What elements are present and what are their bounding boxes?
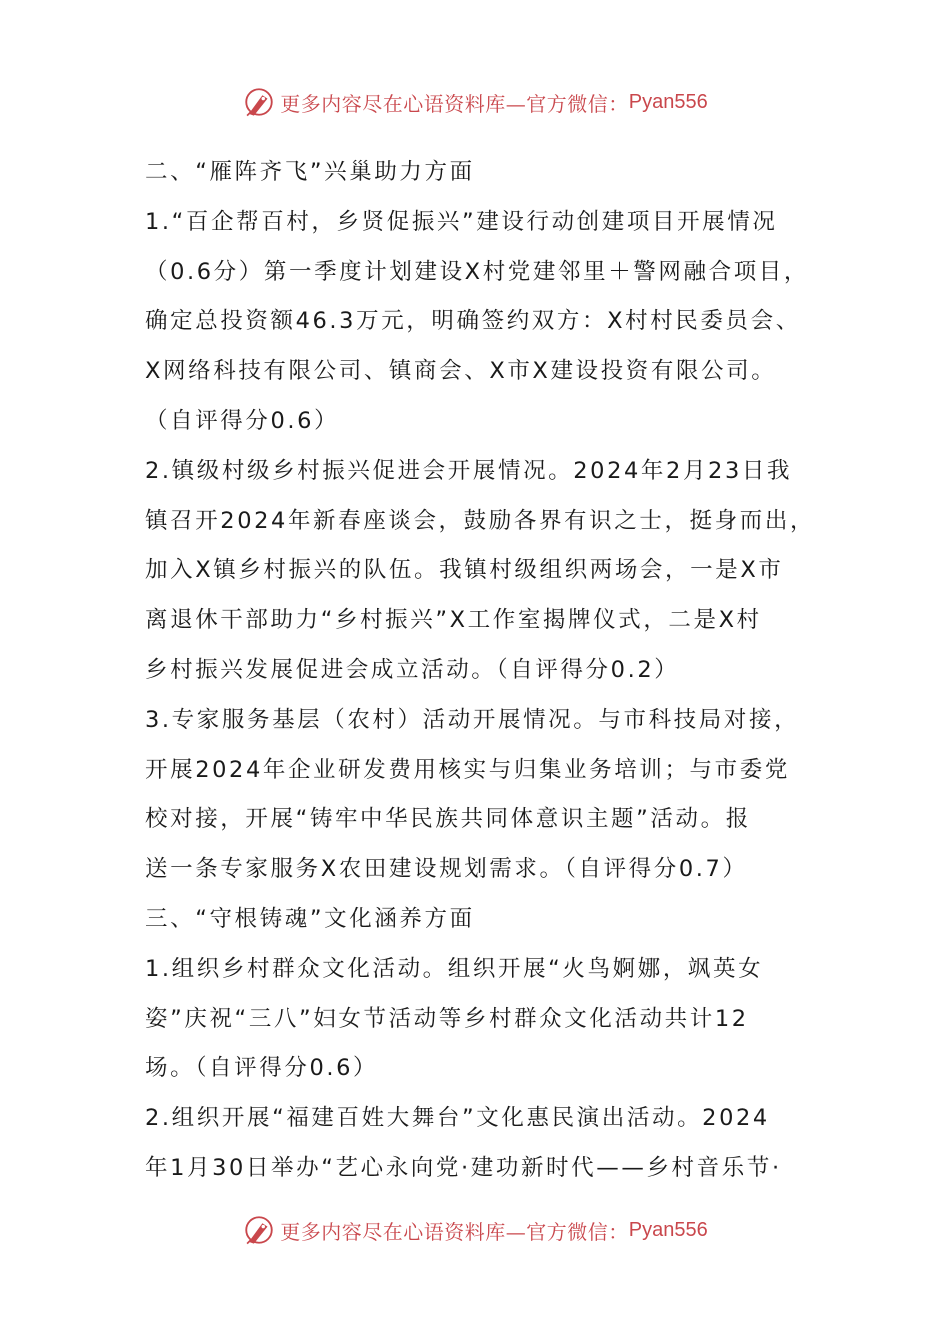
banner-contact: Pyan556 (628, 1218, 708, 1241)
paragraph-line: 离退休干部助力“乡村振兴”X工作室揭牌仪式，二是X村 (145, 607, 762, 634)
paragraph-line: 确定总投资额46.3万元，明确签约双方：X村村民委员会、 (145, 308, 801, 335)
paragraph-line: 校对接，开展“铸牢中华民族共同体意识主题”活动。报 (145, 806, 751, 833)
paragraph-line: 年1月30日举办“艺心永向党·建功新时代——乡村音乐节· (145, 1154, 782, 1181)
banner-text: 更多内容尽在心语资料库—官方微信： (280, 91, 629, 116)
banner-contact: Pyan556 (628, 90, 708, 113)
paragraph-line: 2.镇级村级乡村振兴促进会开展情况。2024年2月23日我 (145, 457, 793, 484)
paragraph-line: 场。（自评得分0.6） (145, 1055, 379, 1082)
pen-nib-logo-icon (242, 1213, 276, 1247)
section-heading: 二、“雁阵齐飞”兴巢助力方面 (145, 159, 475, 185)
banner-text: 更多内容尽在心语资料库—官方微信： (280, 1219, 629, 1244)
paragraph-line: 3.专家服务基层（农村）活动开展情况。与市科技局对接， (145, 706, 800, 733)
paragraph-line: （自评得分0.6） (145, 407, 340, 434)
paragraph-line: 1.“百企帮百村，乡贤促振兴”建设行动创建项目开展情况 (145, 208, 778, 235)
paragraph-line: 送一条专家服务X农田建设规划需求。（自评得分0.7） (145, 856, 748, 883)
pen-nib-logo-icon (242, 85, 276, 119)
paragraph-line: X网络科技有限公司、镇商会、X市X建设投资有限公司。 (145, 358, 777, 385)
paragraph-line: 乡村振兴发展促进会成立活动。（自评得分0.2） (145, 656, 680, 683)
section-heading: 三、“守根铸魂”文化涵养方面 (145, 905, 475, 932)
paragraph-line: 姿”庆祝“三八”妇女节活动等乡村群众文化活动共计12 (145, 1005, 749, 1032)
paragraph-line: 2.组织开展“福建百姓大舞台”文化惠民演出活动。2024 (145, 1105, 770, 1132)
header-banner (0, 80, 950, 124)
paragraph-line: 镇召开2024年新春座谈会，鼓励各界有识之士，挺身而出， (145, 507, 816, 534)
paragraph-line: （0.6分）第一季度计划建设X村党建邻里＋警网融合项目， (145, 258, 809, 285)
paragraph-line: 开展2024年企业研发费用核实与归集业务培训；与市委党 (145, 756, 790, 783)
document-body (145, 148, 815, 1194)
paragraph-line: 加入X镇乡村振兴的队伍。我镇村级组织两场会，一是X市 (145, 557, 784, 584)
paragraph-line: 1.组织乡村群众文化活动。组织开展“火鸟婀娜，飒英女 (145, 955, 764, 982)
footer-banner (0, 1208, 950, 1252)
